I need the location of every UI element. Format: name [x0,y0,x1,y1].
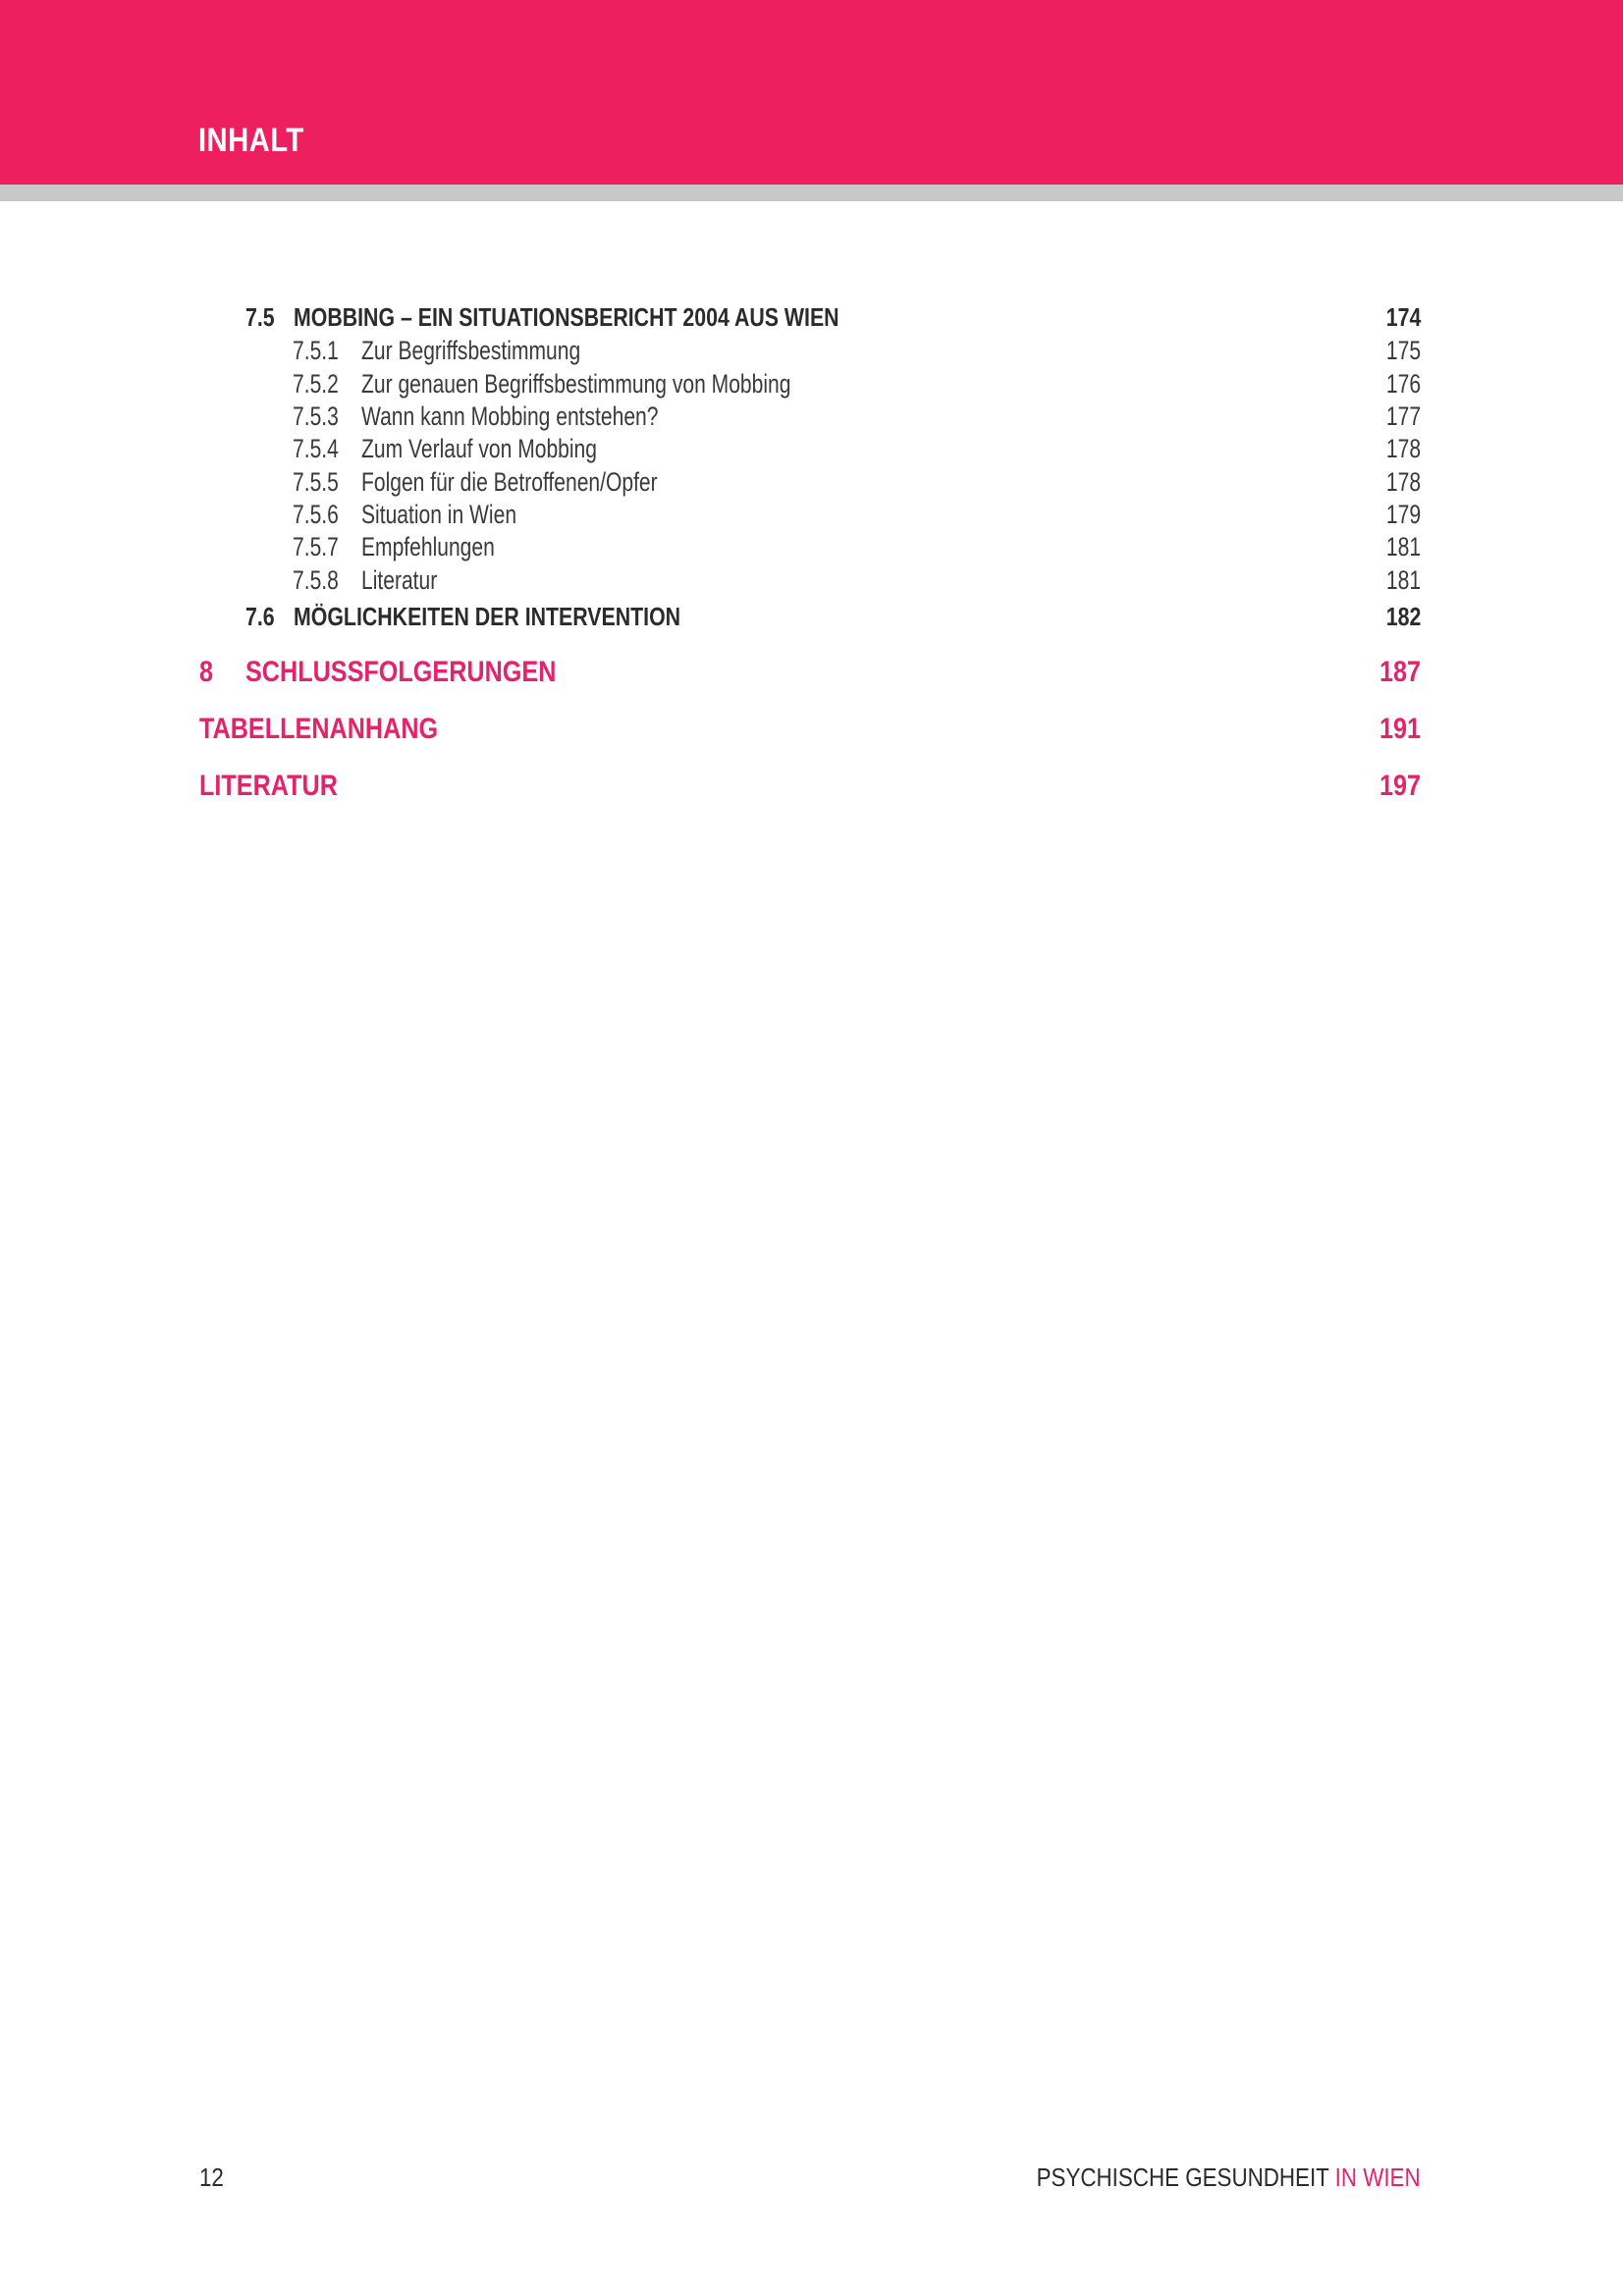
footer-publication-accent: IN WIEN [1335,2163,1421,2192]
toc-chapter-literatur[interactable] [0,770,1623,803]
toc-entry-7-5-7[interactable] [0,530,1623,563]
toc-entry-7-5[interactable] [0,300,1623,334]
toc-entry-page: 181 [1385,532,1421,561]
toc-entry-page: 177 [1385,401,1421,431]
toc-entry-7-5-5[interactable] [0,465,1623,499]
toc-entry-page: 174 [1385,302,1421,332]
toc-entry-label: Literatur [361,565,438,595]
toc-entry-number: 7.5.3 [293,401,339,431]
toc-entry-7-5-3[interactable] [0,400,1623,433]
toc-chapter-page: 191 [1379,713,1421,745]
toc-entry-page: 181 [1385,565,1421,595]
toc-entry-label: Wann kann Mobbing entstehen? [361,401,659,431]
toc-chapter-label: LITERATUR [199,770,338,802]
toc-entry-label: Situation in Wien [361,500,517,529]
toc-chapter-label: SCHLUSSFOLGERUNGEN [245,656,557,688]
toc-entry-number: 7.5.2 [293,369,339,399]
toc-entry-label: MOBBING – EIN SITUATIONSBERICHT 2004 AUS WIEN [294,302,839,332]
toc-chapter-number: 8 [199,656,214,688]
toc-entry-number: 7.5.1 [293,336,339,365]
toc-entry-number: 7.6 [245,602,275,631]
toc-entry-7-6[interactable] [0,600,1623,633]
toc-entry-label: MÖGLICHKEITEN DER INTERVENTION [294,602,681,631]
toc-entry-number: 7.5 [245,302,275,332]
toc-entry-label: Empfehlungen [361,532,495,561]
toc-entry-7-5-8[interactable] [0,563,1623,597]
page-title: INHALT [198,122,304,159]
toc-entry-7-5-1[interactable] [0,334,1623,367]
toc-entry-page: 175 [1385,336,1421,365]
toc-entry-number: 7.5.8 [293,565,339,595]
toc-entry-7-5-2[interactable] [0,367,1623,400]
toc-entry-label: Zum Verlauf von Mobbing [361,434,597,463]
toc-entry-number: 7.5.4 [293,434,339,463]
toc-entry-label: Zur Begriffsbestimmung [361,336,581,365]
toc-entry-7-5-6[interactable] [0,498,1623,531]
toc-entry-page: 179 [1385,500,1421,529]
toc-chapter-page: 187 [1379,656,1421,688]
toc-entry-number: 7.5.5 [293,467,339,497]
toc-entry-7-5-4[interactable] [0,432,1623,465]
toc-chapter-tabellenanhang[interactable] [0,713,1623,746]
toc-entry-page: 176 [1385,369,1421,399]
toc-entry-number: 7.5.6 [293,500,339,529]
header-rule [0,185,1623,201]
toc-chapter-8[interactable] [0,656,1623,689]
toc-chapter-page: 197 [1379,770,1421,802]
toc-entry-label: Zur genauen Begriffsbestimmung von Mobbing [361,369,791,399]
toc-entry-page: 178 [1385,434,1421,463]
toc-chapter-label: TABELLENANHANG [199,713,439,745]
footer-page-number: 12 [199,2163,224,2192]
footer-publication-title [1037,2163,1421,2193]
toc-entry-page: 182 [1385,602,1421,631]
toc-entry-page: 178 [1385,467,1421,497]
footer-publication-main: PSYCHISCHE GESUNDHEIT [1037,2163,1329,2192]
toc-entry-label: Folgen für die Betroffenen/Opfer [361,467,658,497]
toc-entry-number: 7.5.7 [293,532,339,561]
